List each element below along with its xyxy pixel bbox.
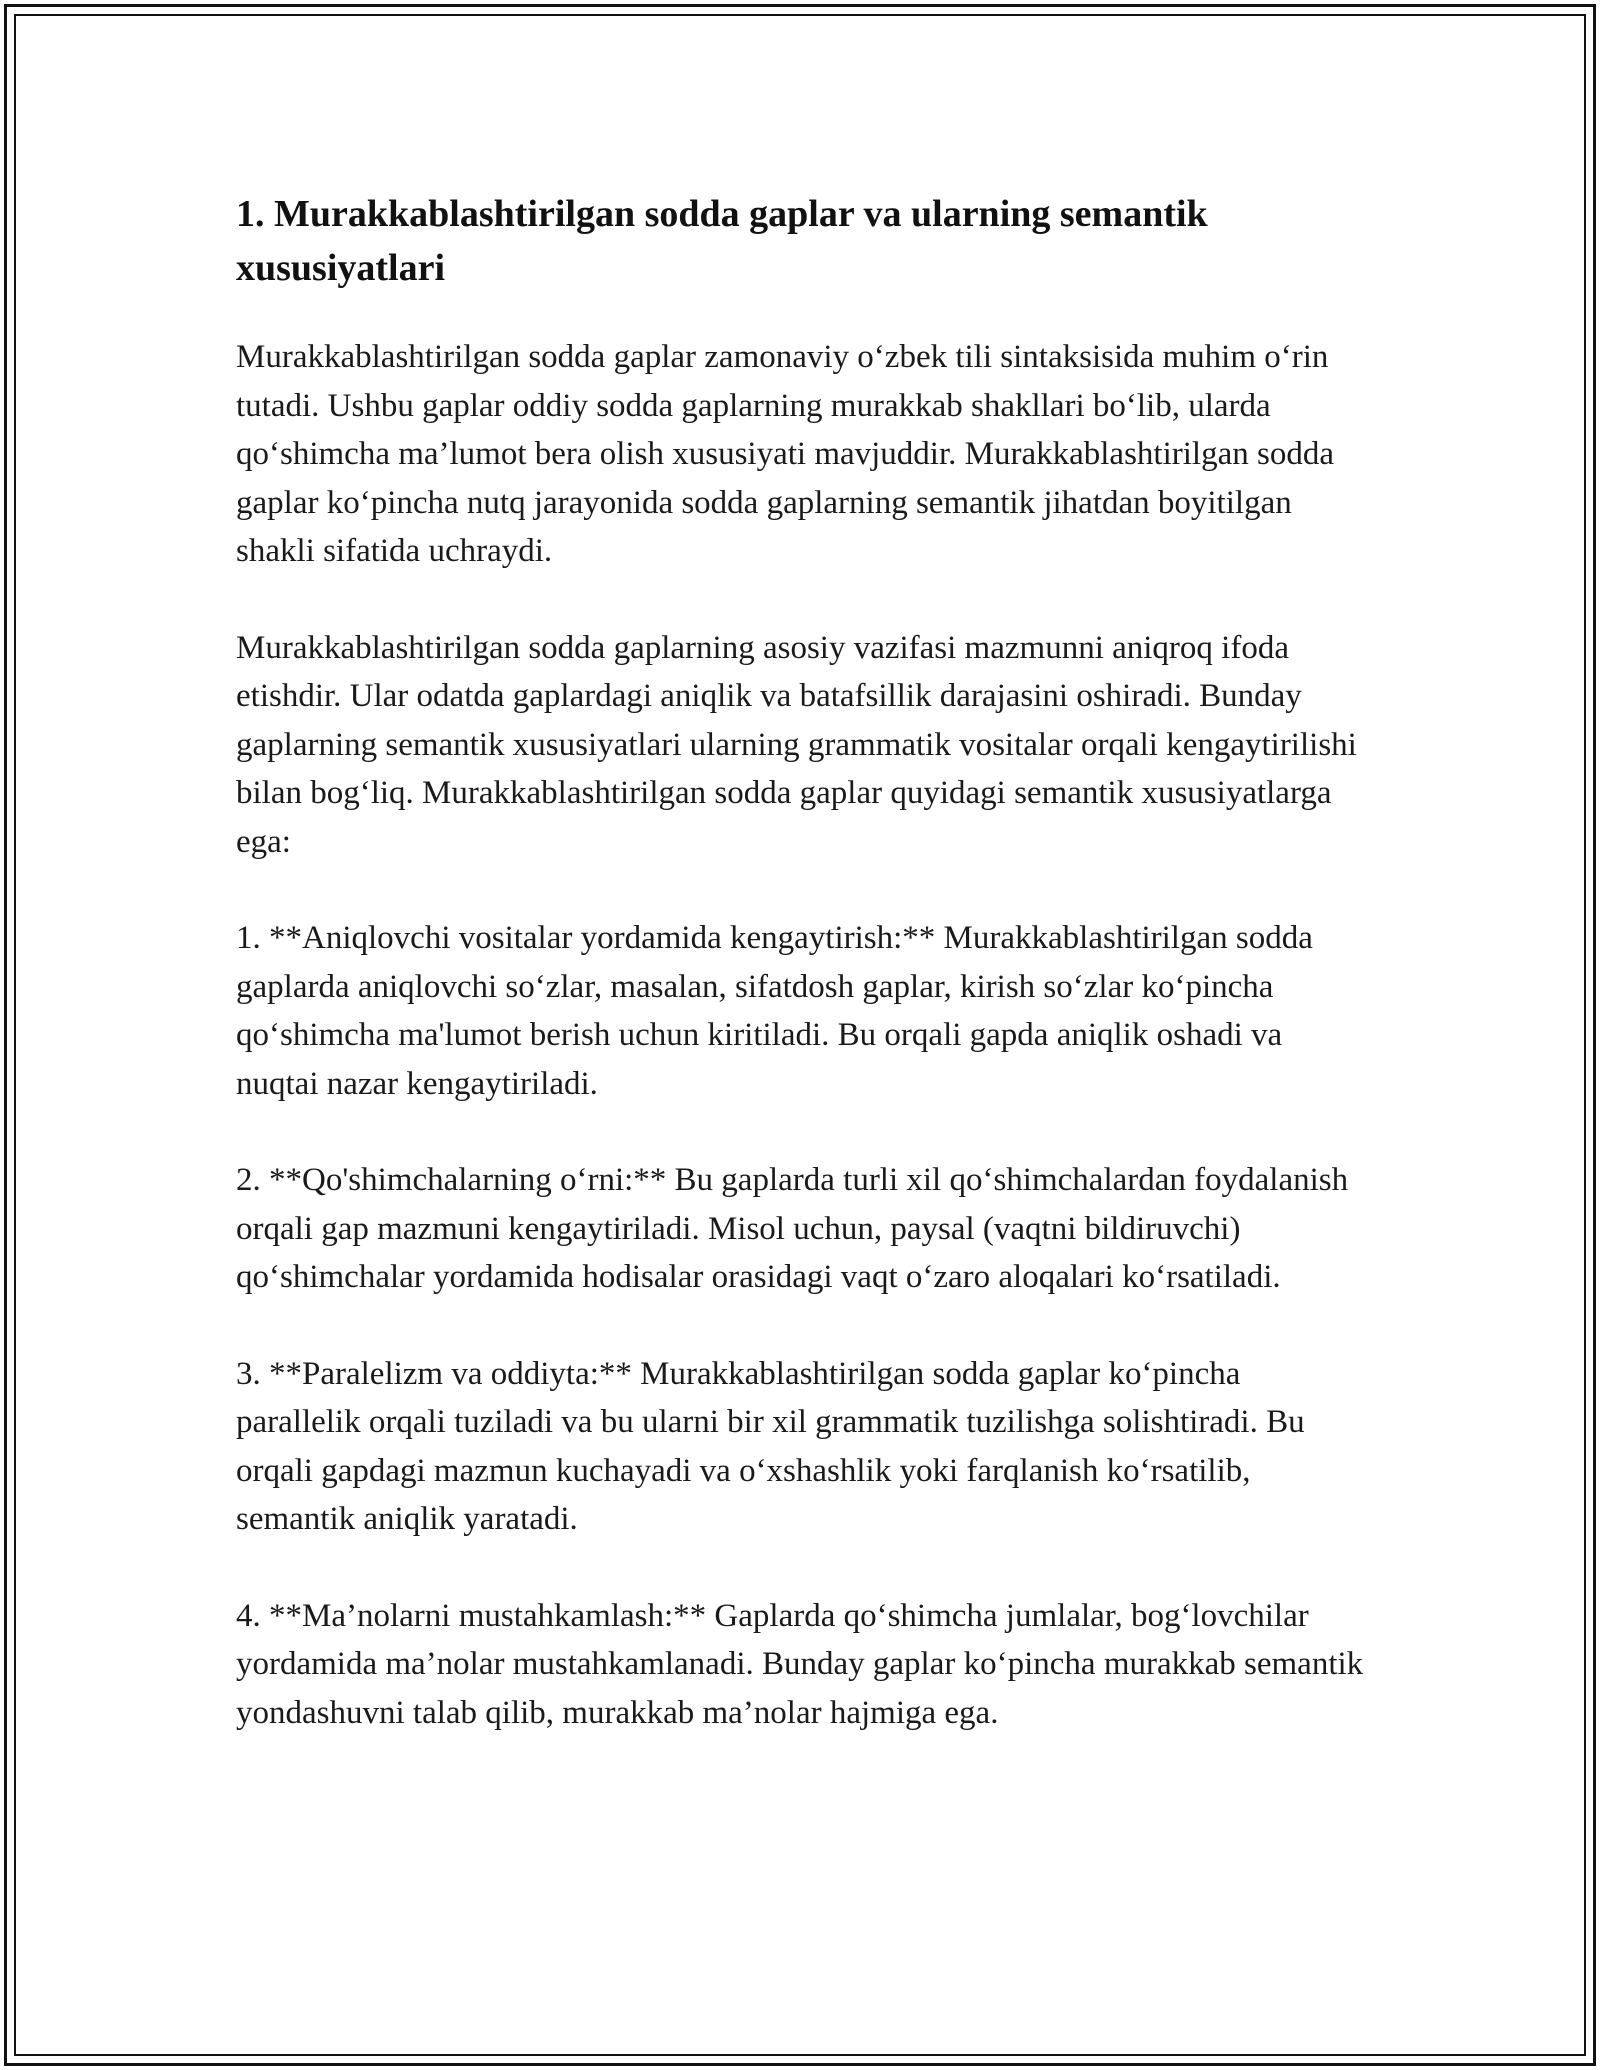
list-item-2: 2. **Qo'shimchalarning o‘rni:** Bu gaplarda turli xil qo‘shimchalardan foydalanish orqali gap mazmuni kengaytiriladi. Misol uchun, paysal (vaqtni bildiruvchi) qo‘shimchalar yordamida hodisalar orasidagi vaqt o‘zaro aloqalari ko‘rsatiladi. <box>236 1162 1349 1295</box>
intro-paragraph: Murakkablashtirilgan sodda gaplar zamonaviy o‘zbek tili sintaksisida muhim o‘rin tutadi. Ushbu gaplar oddiy sodda gaplarning murakkab shakllari bo‘lib, ularda qo‘shimcha ma’lumot bera olish xususiyati mavjuddir. Murakkablashtirilgan sodda gaplar ko‘pincha nutq jarayonida sodda gaplarning semantik jihatdan boyitilgan shakli sifatida uchraydi. <box>236 339 1334 569</box>
document-title: 1. Murakkablashtirilgan sodda gaplar va ularning semantik xususiyatlari <box>236 193 1208 289</box>
list-item-3: 3. **Paralelizm va oddiyta:** Murakkablashtirilgan sodda gaplar ko‘pincha parallelik orqali tuziladi va bu ularni bir xil grammatik tuzilishga solishtiradi. Bu orqali gapdagi mazmun kuchayadi va o‘xshashlik yoki farqlanish ko‘rsatilib, semantik aniqlik yaratadi. <box>236 1355 1305 1537</box>
document-body <box>236 187 1366 1785</box>
list-item-4: 4. **Ma’nolarni mustahkamlash:** Gaplarda qo‘shimcha jumlalar, bog‘lovchilar yordamida ma’nolar mustahkamlanadi. Bunday gaplar ko‘pincha murakkab semantik yondashuvni talab qilib, murakkab ma’nolar hajmiga ega. <box>236 1597 1364 1731</box>
list-item-1: 1. **Aniqlovchi vositalar yordamida kengaytirish:** Murakkablashtirilgan sodda gaplarda aniqlovchi so‘zlar, masalan, sifatdosh gaplar, kirish so‘zlar ko‘pincha qo‘shimcha ma'lumot berish uchun kiritiladi. Bu orqali gapda aniqlik oshadi va nuqtai nazar kengaytiriladi. <box>236 920 1313 1102</box>
purpose-paragraph: Murakkablashtirilgan sodda gaplarning asosiy vazifasi mazmunni aniqroq ifoda etishdir. Ular odatda gaplardagi aniqlik va batafsillik darajasini oshiradi. Bunday gaplarning semantik xususiyatlari ularning grammatik vositalar orqali kengaytirilishi bilan bog‘liq. Murakkablashtirilgan sodda gaplar quyidagi semantik xususiyatlarga ega: <box>236 629 1357 860</box>
